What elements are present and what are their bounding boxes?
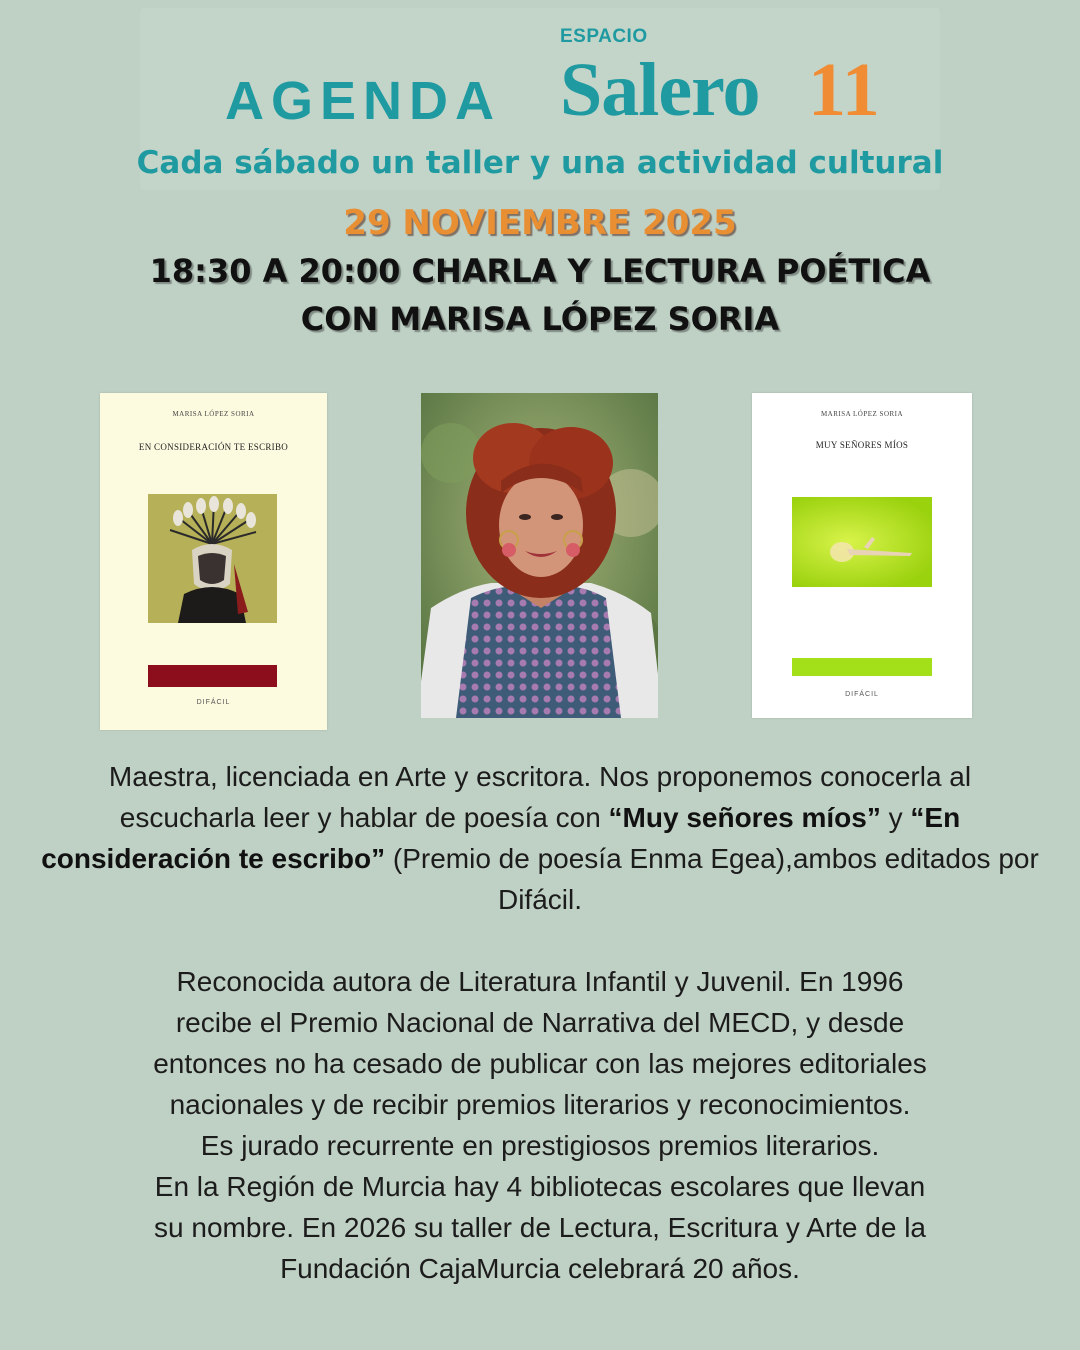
book-title: MUY SEÑORES MÍOS [815, 440, 909, 450]
espacio-label: ESPACIO [560, 26, 648, 47]
book-title-emphasis: “Muy señores míos” [608, 802, 881, 833]
book-title: EN CONSIDERACIÓN TE ESCRIBO [138, 442, 289, 452]
event-title-line-1: 18:30 A 20:00 CHARLA Y LECTURA POÉTICA [149, 252, 931, 290]
bio-line: nacionales y de recibir premios literarios y reconocimientos. [169, 1089, 911, 1120]
book-cover-muy-senores-mios [752, 393, 972, 718]
bio-line: Fundación CajaMurcia celebrará 20 años. [280, 1253, 800, 1284]
cover-red-band [148, 665, 277, 687]
bio-line: su nombre. En 2026 su taller de Lectura, Escritura y Arte de la [154, 1212, 926, 1243]
bio-line: En la Región de Murcia hay 4 bibliotecas escolares que llevan [154, 1171, 926, 1202]
event-title-line-2: CON MARISA LÓPEZ SORIA [300, 300, 780, 338]
description-text: y [880, 802, 911, 833]
bio-line: recibe el Premio Nacional de Narrativa del MECD, y desde [175, 1007, 905, 1038]
cover-lime-band [792, 658, 932, 676]
logo-number: 11 [808, 48, 880, 132]
event-date: 29 NOVIEMBRE 2025 [343, 203, 737, 243]
book-author: MARISA LÓPEZ SORIA [820, 410, 904, 418]
description-text: Maestra, licenciada en Arte y escritora. Nos proponemos conocerla al escucharla leer y hablar de poesía con [108, 761, 972, 833]
bio-line: entonces no ha cesado de publicar con las mejores editoriales [153, 1048, 927, 1079]
bio-line: Reconocida autora de Literatura Infantil y Juvenil. En 1996 [176, 966, 904, 997]
author-portrait [421, 393, 658, 718]
book-publisher: DIFÁCIL [196, 699, 231, 706]
description-biography [40, 961, 1040, 1289]
book-publisher: DIFÁCIL [845, 691, 879, 698]
salero-logo-text: Salero [560, 48, 760, 132]
bio-line: Es jurado recurrente en prestigiosos premios literarios. [200, 1130, 880, 1161]
agenda-label: AGENDA [225, 71, 502, 131]
book-cover-en-consideracion [100, 393, 327, 730]
description-text: (Premio de poesía Enma Egea),ambos editados por Difácil. [385, 843, 1039, 915]
book-author: MARISA LÓPEZ SORIA [172, 410, 255, 418]
tagline: Cada sábado un taller y una actividad cultural [136, 145, 944, 181]
book-title-emphasis: “En consideración te escribo” [41, 802, 961, 874]
cover-illustration-floating-figure [792, 497, 932, 587]
cover-illustration-headdress [148, 494, 277, 623]
description-intro [40, 756, 1040, 920]
